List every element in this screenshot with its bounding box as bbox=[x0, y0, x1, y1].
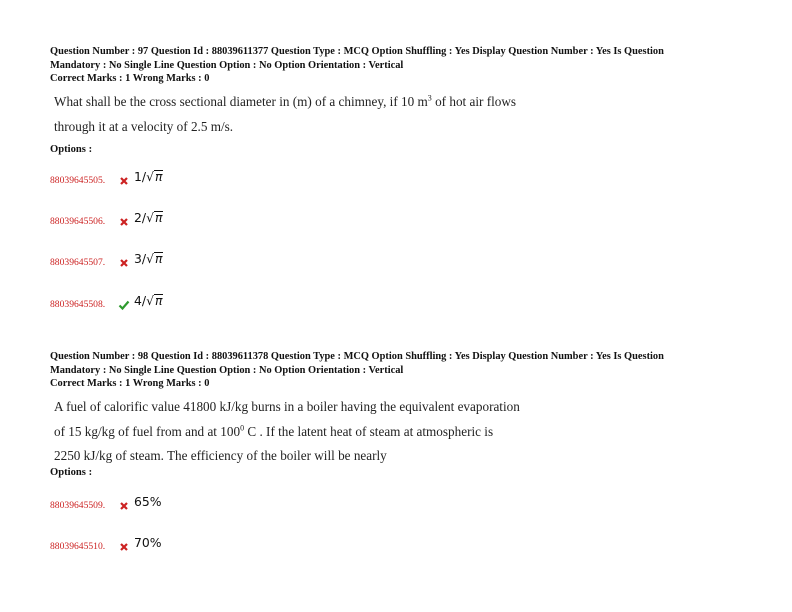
option-answer: 1/√π bbox=[134, 169, 163, 184]
option-answer: 65% bbox=[134, 494, 162, 509]
options-label: Options : bbox=[50, 144, 93, 155]
options-label: Options : bbox=[50, 467, 93, 478]
question-meta-line: Mandatory : No Single Line Question Option : No Option Orientation : Vertical bbox=[50, 364, 404, 376]
question-text: What shall be the cross sectional diameter in (m) of a chimney, if 10 $m^3$ of hot air flows bbox=[54, 93, 517, 109]
option-id: 88039645507. bbox=[50, 257, 106, 268]
question-text: A fuel of calorific value 41800 kJ/kg burns in a boiler having the equivalent evaporation bbox=[54, 399, 520, 414]
option-answer: 70% bbox=[134, 535, 162, 550]
question-meta-line: Mandatory : No Single Line Question Option : No Option Orientation : Vertical bbox=[50, 59, 404, 71]
option-id: 88039645505. bbox=[50, 175, 106, 186]
option-answer: 2/√π bbox=[134, 210, 163, 225]
option-id: 88039645506. bbox=[50, 216, 106, 227]
question-meta bbox=[50, 45, 740, 86]
question-meta-line: Question Number : 98 Question Id : 88039611378 Question Type : MCQ Option Shuffling : Yes Display Question Number : Yes Is Question bbox=[50, 351, 664, 362]
option-answer: 3/√π bbox=[134, 251, 163, 266]
wrong-icon bbox=[118, 541, 130, 553]
wrong-icon bbox=[118, 175, 130, 187]
option-id: 88039645510. bbox=[50, 541, 106, 552]
option-answer: 4/√π bbox=[134, 293, 163, 308]
question-meta-line: Question Number : 97 Question Id : 88039611377 Question Type : MCQ Option Shuffling : Yes Display Question Number : Yes Is Question bbox=[50, 46, 664, 57]
question-text: of 15 kg/kg of fuel from and at $100^0$ C . If the latent heat of steam at atmospheric is bbox=[54, 423, 494, 439]
option-id: 88039645509. bbox=[50, 500, 106, 511]
wrong-icon bbox=[118, 500, 130, 512]
wrong-icon bbox=[118, 216, 130, 228]
question-meta bbox=[50, 350, 740, 391]
wrong-icon bbox=[118, 257, 130, 269]
option-id: 88039645508. bbox=[50, 299, 106, 310]
question-text: through it at a velocity of 2.5 m/s. bbox=[54, 119, 234, 134]
marks-line: Correct Marks : 1 Wrong Marks : 0 bbox=[50, 378, 210, 390]
check-icon bbox=[118, 299, 130, 311]
marks-line: Correct Marks : 1 Wrong Marks : 0 bbox=[50, 73, 210, 85]
question-text: 2250 kJ/kg of steam. The efficiency of the boiler will be nearly bbox=[54, 448, 387, 463]
